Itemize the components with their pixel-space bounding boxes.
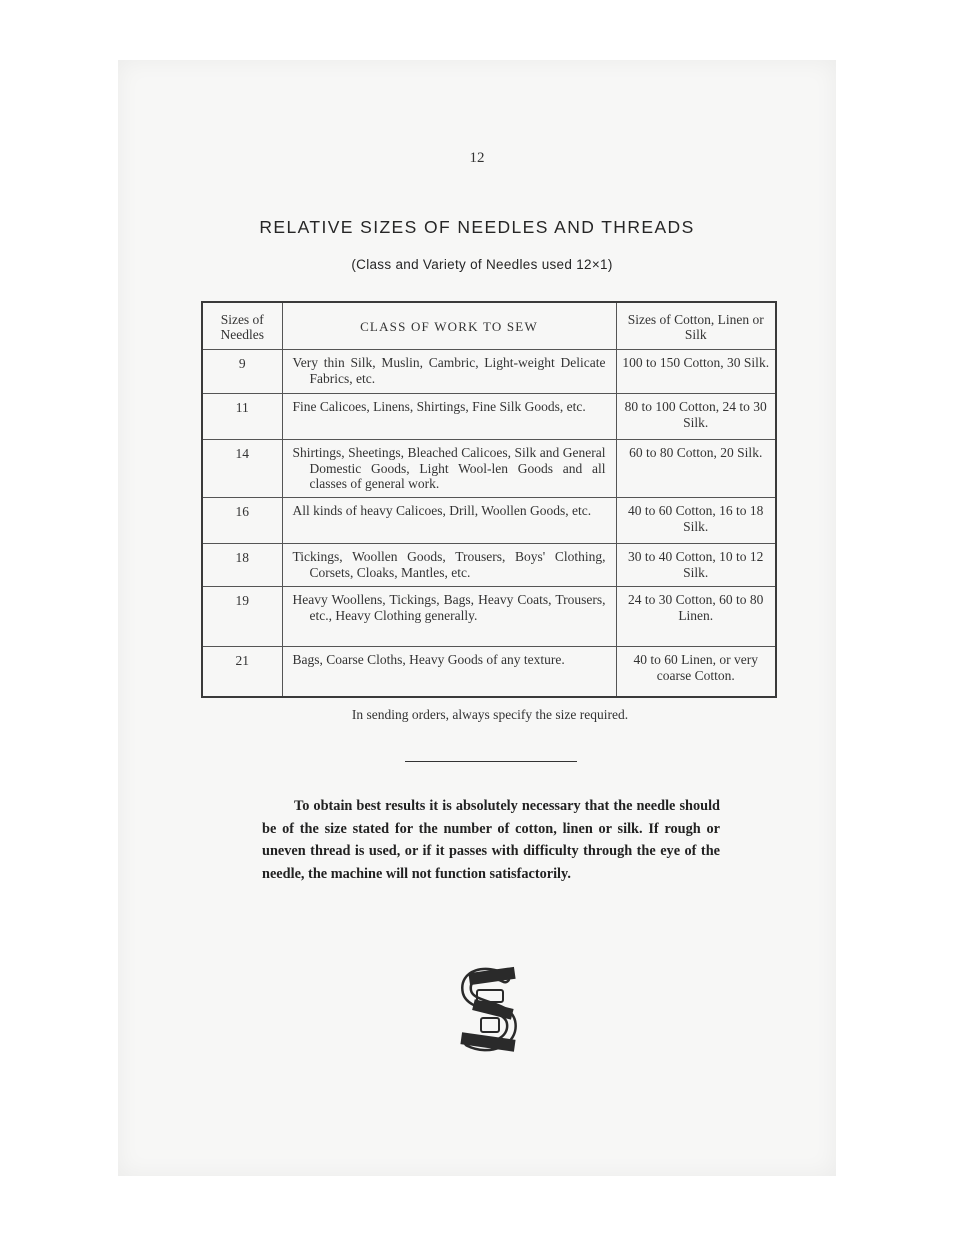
thread-size-cell: 30 to 40 Cotton, 10 to 12 Silk. xyxy=(616,544,776,587)
thread-size-cell: 80 to 100 Cotton, 24 to 30 Silk. xyxy=(616,394,776,440)
section-divider xyxy=(405,761,577,762)
advice-paragraph: To obtain best results it is absolutely necessary that the needle should be of the size stated for the number of cotton, linen or silk. If rough or uneven thread is used, or if it passes with difficulty through the eye of the needle, the machine will not function satisfactorily. xyxy=(262,798,720,882)
needle-size-cell: 19 xyxy=(202,587,282,647)
work-class-text: Fine Calicoes, Linens, Shirtings, Fine Silk Goods, etc. xyxy=(292,399,586,414)
needle-size-cell: 14 xyxy=(202,440,282,498)
page-title: RELATIVE SIZES OF NEEDLES AND THREADS xyxy=(259,217,695,237)
thread-size-cell: 40 to 60 Linen, or very coarse Cotton. xyxy=(616,647,776,697)
work-class-cell xyxy=(282,394,616,440)
header-thread-sizes: Sizes of Cotton, Linen or Silk xyxy=(616,302,776,350)
table-row xyxy=(202,498,776,544)
work-class-text: Very thin Silk, Muslin, Cambric, Light-weight Delicate Fabrics, etc. xyxy=(292,355,606,386)
header-class-of-work: CLASS OF WORK TO SEW xyxy=(282,302,616,350)
thread-size-cell: 60 to 80 Cotton, 20 Silk. xyxy=(616,440,776,498)
needle-size-cell: 21 xyxy=(202,647,282,697)
work-class-cell xyxy=(282,498,616,544)
singer-sewing-machines-logo-icon xyxy=(455,966,523,1054)
thread-size-cell: 100 to 150 Cotton, 30 Silk. xyxy=(616,350,776,394)
work-class-cell xyxy=(282,647,616,697)
order-note: In sending orders, always specify the size required. xyxy=(351,707,629,722)
work-class-text: Heavy Woollens, Tickings, Bags, Heavy Coats, Trousers, etc., Heavy Clothing generally. xyxy=(292,592,606,623)
needle-size-cell: 16 xyxy=(202,498,282,544)
work-class-cell xyxy=(282,440,616,498)
header-needle-sizes: Sizes of Needles xyxy=(202,302,282,350)
work-class-text: Shirtings, Sheetings, Bleached Calicoes, Silk and General Domestic Goods, Light Wool-len Goods and all classes of general work. xyxy=(292,445,606,491)
work-class-cell xyxy=(282,544,616,587)
thread-size-cell: 40 to 60 Cotton, 16 to 18 Silk. xyxy=(616,498,776,544)
table-row xyxy=(202,350,776,394)
page-number: 12 xyxy=(469,150,485,166)
work-class-cell xyxy=(282,587,616,647)
needle-thread-table xyxy=(201,301,777,698)
work-class-text: Bags, Coarse Cloths, Heavy Goods of any texture. xyxy=(292,652,565,667)
table-row xyxy=(202,647,776,697)
work-class-cell xyxy=(282,350,616,394)
table-row xyxy=(202,587,776,647)
table-row xyxy=(202,440,776,498)
needle-size-cell: 11 xyxy=(202,394,282,440)
table-row xyxy=(202,394,776,440)
needle-size-cell: 18 xyxy=(202,544,282,587)
work-class-text: Tickings, Woollen Goods, Trousers, Boys' Clothing, Corsets, Cloaks, Mantles, etc. xyxy=(292,549,606,580)
work-class-text: All kinds of heavy Calicoes, Drill, Woollen Goods, etc. xyxy=(292,503,592,518)
page-subtitle: (Class and Variety of Needles used 12×1) xyxy=(351,257,613,272)
table-row xyxy=(202,544,776,587)
needle-size-cell: 9 xyxy=(202,350,282,394)
table-header-row xyxy=(202,302,776,350)
thread-size-cell: 24 to 30 Cotton, 60 to 80 Linen. xyxy=(616,587,776,647)
